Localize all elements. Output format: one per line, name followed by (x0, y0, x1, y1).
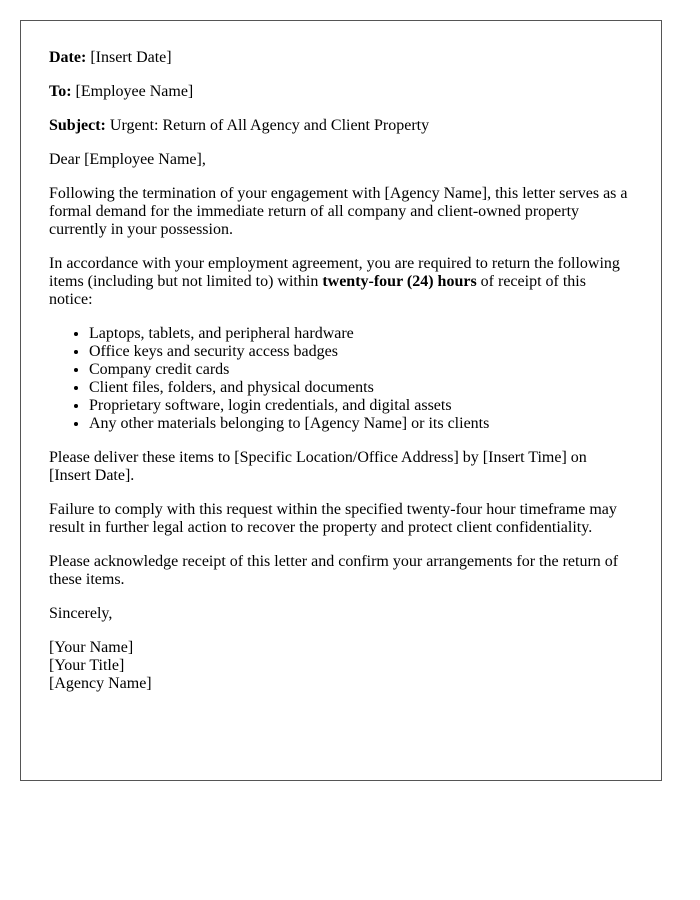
deadline: twenty-four (24) hours (322, 273, 477, 290)
to-label: To: (49, 83, 72, 100)
list-item: • Laptops, tablets, and peripheral hardware (89, 325, 632, 343)
subject-line (49, 117, 632, 135)
closing: Sincerely, (49, 605, 113, 622)
signature-agency: [Agency Name] (49, 675, 152, 692)
list-item: • Company credit cards (89, 361, 632, 379)
signature-name: [Your Name] (49, 639, 134, 656)
subject-label: Subject: (49, 117, 106, 134)
date-value: [Insert Date] (90, 49, 172, 66)
paragraph-termination: Following the termination of your engagement with [Agency Name], this letter serves as a formal demand for the immediate return of all company and client-owned property currently in your possession. (49, 185, 628, 238)
signature-title: [Your Title] (49, 657, 125, 674)
paragraph-consequence: Failure to comply with this request within the specified twenty-four hour timeframe may result in further legal action to recover the property and protect client confidentiality. (49, 501, 617, 536)
list-item: • Client files, folders, and physical documents (89, 379, 632, 397)
to-line (49, 83, 632, 101)
list-item: • Office keys and security access badges (89, 343, 632, 361)
property-list (49, 325, 632, 433)
to-value: [Employee Name] (75, 83, 194, 100)
date-line (49, 49, 632, 67)
requirement-text-end: of receipt of this notice: (49, 273, 586, 308)
list-item: • Any other materials belonging to [Agency Name] or its clients (89, 415, 632, 433)
salutation: Dear [Employee Name], (49, 151, 206, 168)
paragraph-delivery: Please deliver these items to [Specific Location/Office Address] by [Insert Time] on [Insert Date]. (49, 449, 587, 484)
date-label: Date: (49, 49, 87, 66)
requirement-text: In accordance with your employment agreement, you are required to return the following items (including but not limited to) within (49, 255, 620, 290)
subject-value: Urgent: Return of All Agency and Client Property (109, 117, 430, 134)
paragraph-requirement (49, 255, 632, 309)
paragraph-acknowledge: Please acknowledge receipt of this letter and confirm your arrangements for the return of these items. (49, 553, 619, 588)
letter (20, 20, 662, 781)
signature-block (49, 639, 632, 693)
list-item: • Proprietary software, login credentials, and digital assets (89, 397, 632, 415)
